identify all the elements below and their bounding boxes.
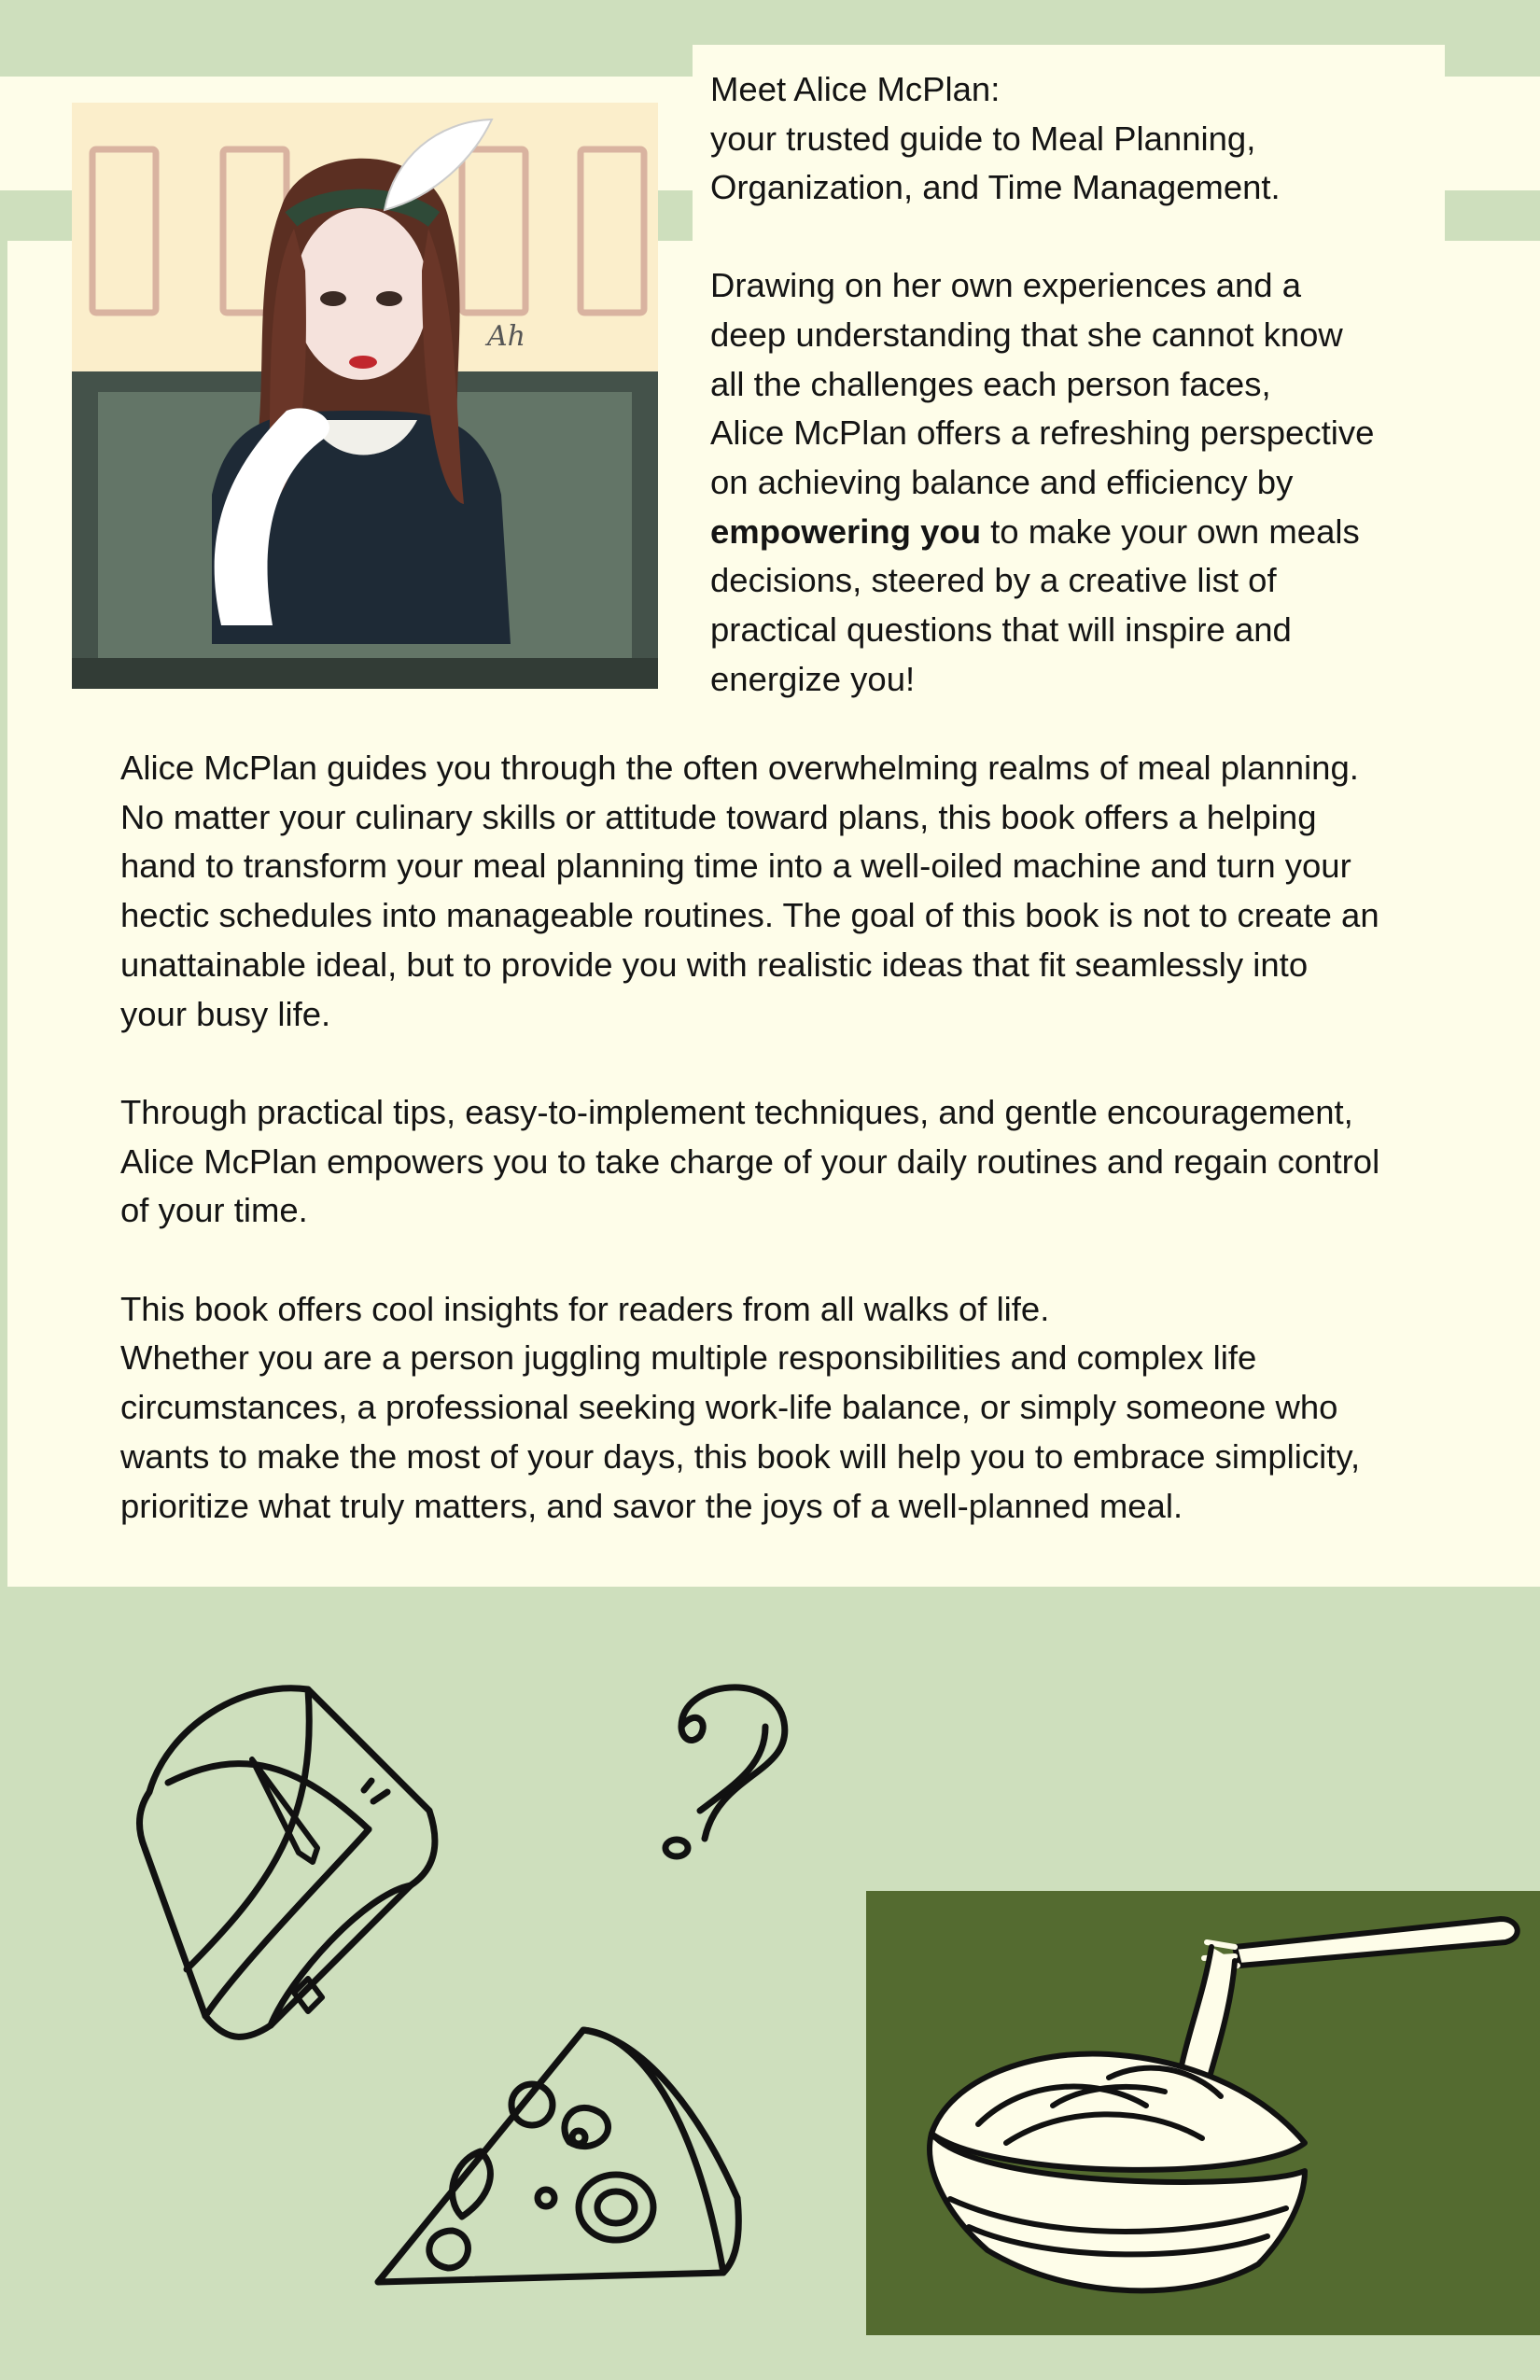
intro-heading-line: Organization, and Time Management. [710, 168, 1281, 207]
paragraph [120, 1088, 1379, 1236]
paragraph-line: No matter your culinary skills or attitude toward plans, this book offers a helping [120, 797, 1317, 836]
paragraph-line: Alice McPlan guides you through the often overwhelming realms of meal planning. [120, 749, 1359, 787]
intro-body-line: all the challenges each person faces, [710, 364, 1271, 403]
intro-body-line: practical questions that will inspire and [710, 610, 1292, 650]
paragraph-line: wants to make the most of your days, this book will help you to embrace simplicity, [120, 1436, 1361, 1476]
paragraph-line: circumstances, a professional seeking work-life balance, or simply someone who [120, 1388, 1338, 1427]
paragraph-line: Alice McPlan empowers you to take charge of your daily routines and regain control [120, 1141, 1380, 1181]
paragraph [120, 1285, 1379, 1532]
intro-body-line: Alice McPlan offers a refreshing perspective [710, 413, 1375, 453]
spaghetti-panel [866, 1891, 1540, 2335]
paragraph-line: Whether you are a person juggling multiple responsibilities and complex life [120, 1338, 1257, 1378]
paragraph-line: your busy life. [120, 994, 331, 1033]
intro-body-line: deep understanding that she cannot know [710, 315, 1343, 354]
paragraph-line: prioritize what truly matters, and savor the joys of a well-planned meal. [120, 1486, 1183, 1525]
portrait-illustration [72, 103, 658, 689]
paragraph-line: hand to transform your meal planning time into a well-oiled machine and turn your [120, 847, 1351, 886]
body-paragraphs [120, 744, 1379, 1580]
intro-body-line: Drawing on her own experiences and a [710, 266, 1302, 305]
intro-emphasis-line [710, 508, 1374, 557]
intro-heading-line: your trusted guide to Meal Planning, [710, 119, 1256, 158]
emphasis-tail: to make your own meals [981, 511, 1360, 551]
paragraph-line: unattainable ideal, but to provide you with realistic ideas that fit seamlessly into [120, 945, 1309, 984]
question-mark-icon [653, 1671, 803, 1876]
intro-body-line: decisions, steered by a creative list of [710, 561, 1277, 600]
notebook-pen-icon [131, 1671, 523, 2063]
intro-heading-line: Meet Alice McPlan: [710, 70, 1001, 108]
paragraph-line: Through practical tips, easy-to-implement techniques, and gentle encouragement, [120, 1092, 1353, 1131]
paragraph [120, 744, 1379, 1039]
emphasis-text: empowering you [710, 511, 982, 551]
spaghetti-bowl-icon [866, 1891, 1540, 2335]
intro-body-line: energize you! [710, 659, 916, 698]
paragraph-line: This book offers cool insights for readers from all walks of life. [120, 1289, 1050, 1328]
paragraph-line: of your time. [120, 1191, 308, 1230]
paragraph-line: hectic schedules into manageable routines. The goal of this book is not to create an [120, 896, 1379, 935]
intro-text [710, 65, 1374, 704]
svg-text:Ah: Ah [487, 320, 525, 353]
pizza-slice-icon [369, 2011, 761, 2296]
intro-body-line: on achieving balance and efficiency by [710, 462, 1294, 501]
